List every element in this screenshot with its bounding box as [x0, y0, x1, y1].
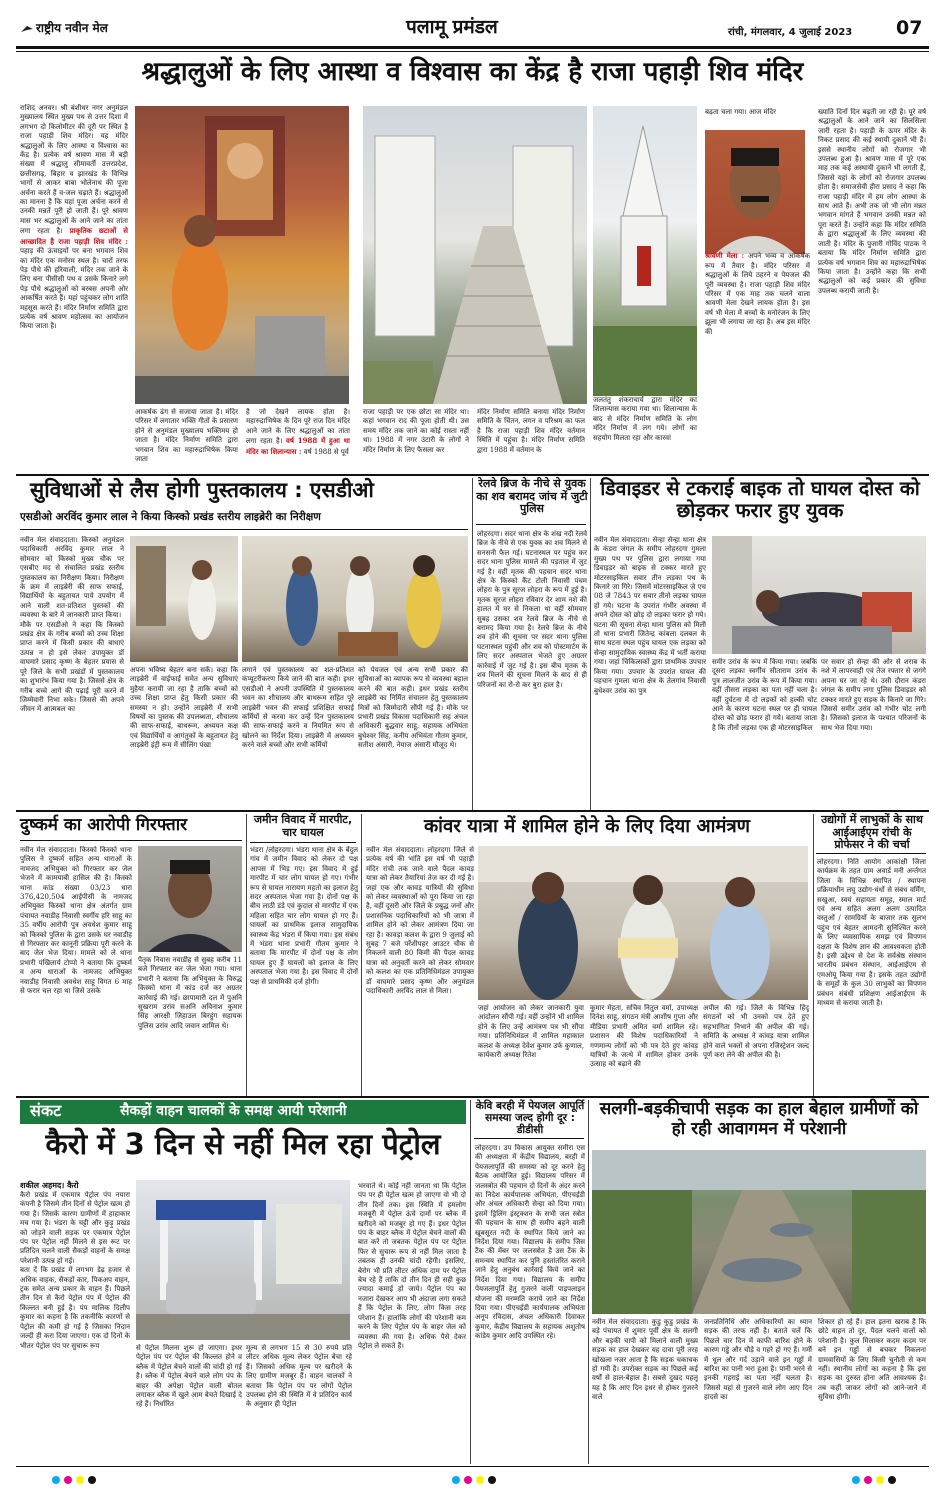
land-left-rule — [246, 814, 247, 1096]
library-col1 — [20, 536, 124, 808]
lead-col1 — [20, 104, 128, 472]
lead-col4: राजा पहाड़ी पर एक छोटा सा मंदिर था। कहां भगवान राद की पूजा होती थी। उस समय मंदिर तक जाने का कोई रास्ता नहीं था। 1988 में नगर उंटारी के लोगों ने मंदिर निर्माण के लिए फैसला कर — [363, 408, 469, 454]
water-left-rule — [470, 1100, 471, 1464]
page-number: 07 — [896, 17, 923, 39]
iim-body: लोहरदगा। निति आयोग आकांक्षी जिला कार्यक्रम के तहत ग्राम अवार्ड मनी अर्न्तगत जिला के विभिन्न स्थापित / स्थापना प्रक्रियाधीन लघु उद्योग-धंधों से संबंध वर्मिंग, सखुआ, स्वयं सहायता समूह, स्माल मार्ट एवं अन्य सहित अलग अलग उत्पादित वस्तुओं / सामग्रियों के बाजार तक सुलभ पहुंच एवं बेहतर आमदनी सुनिश्चित करने के लिए व्यवसायिक समझ एवं विपणन दक्षता के विशेष ज्ञान की आवश्यकता होती है। इसी उद्देश्य से देश के सर्वश्रेष्ठ संस्थान भारतीय प्रबंधन संस्थान, आईआईएम से एमओयू किया गया है। इसके तहत उद्योगों के समूहों के कुल 30 लाभुकों का विपणन प्रबंधन संबंधी प्रशिक्षण आईआईएम के माध्यम से कराया जाती है। — [817, 858, 926, 1008]
petrol-col2: से पेट्रोल मिलना शुरू हो जाएगा। इधर पेट्रोल पंप पर पेट्रोल की किल्लत होने व ब्लैक में पेट्रोल बेचने वालों की चांदी हो गई है। ब्लैक में पेट्रोल बेचने वाले लोग पंप के बाहर की अपेक्षा पेट्रोल वाली बोतल लगाकर ब्लैक में खुले आम बेचते दिखाई दे रहे हैं। निर्धारित — [136, 1344, 242, 1409]
rail-body: लोहरदगा। सदर थाना क्षेत्र के शंख नदी रेलवे ब्रिज के नीचे से एक युवक का शव मिलने से सनसनी फैल गई। घटनास्थल पर पहुंच कर सदर थाना पुलिस मामले की पड़ताल में जुट गई है। वहीं मृतक की पहचान सदर थाना क्षेत्र के किस्को कैंट टोली निवासी पंचम लोहरा के पुत्र सूरज लोहरा के रूप में हुई है। मृतक सूरज लोहरा रविवार देर शाम नशे की हालत में घर से निकला था वहीं सोमवार सुबह उसका शव रेलवे ब्रिज के नीचे से बरामद किया गया है। रेलवे ब्रिज के नीचे शव होने की सूचना पर सदर थाना पुलिस घटनास्थल पहुंची और शव को पोस्टमार्टम के लिए सदर अस्पताल भेजते हुए अग्रतर कार्रवाई में जुट गई है। इस बीच मृतक के शव मिलने की सूचना मिलने के बाद से ही परिजनों का रो-रो कर बुरा हाल है। — [477, 530, 587, 689]
road-left-rule — [588, 1100, 589, 1464]
bike-col1: नवीन मेल संवाददाता। सेन्हा सेन्हा थाना क्षेत्र के कंडरा जंगल के समीप लोहरदगा गुमला मुख्य पथ पर पुलिस द्वारा लगाया गया डिवाइडर को बाइक से टक्कर मारते हुए मोटरसाइकिल सवार तीन लड़का पथ के किनारे जा गिरे। जिसमें मोटरसाइकिल जे एच 08 जे 7843 पर सवार तीनो लड़का घायल हो गये। घटना के उपरांत गंभीर अवस्था में अपने दोस्त को छोड़ दो लड़का फरार हो गये। घटना की सूचना सेन्हा थाना पुलिस को मिली तो थाना प्रभारी जितेन्द्र कांबला दलबल के साथ घटना स्थल पहुंच घायल एक लड़का को सेन्हा सामुदायिक स्वास्थ्य केंद्र में भर्ती कराया गया। जहां चिकित्सकों द्वारा प्राथमिक उपचार किया गया। उपचार के उपरांत घायल की पहचान गुमला थाना क्षेत्र के तेलगांव निवासी बुधेश्वर उरांव का पुत्र — [594, 536, 706, 695]
lead-headline: श्रद्धालुओं के लिए आस्था व विश्वास का केंद्र है राजा पहाड़ी शिव मंदिर — [141, 57, 804, 87]
masthead-rule-thin — [16, 51, 929, 52]
kanwar-col3: कुमार मेहता, सचिव नितुल वर्मा, उपाध्यक्ष दिनेश साहू, संगठन मंत्री आशीष गुप्ता और मीडिया प्रभारी अमित वर्मा शामिल रहे। प्रशासन की विशेष पदाधिकारियों ने गणमान्य लोगों को भी पत्र देते हुए कांवड़ यात्रियों के जत्थे में शामिल होकर उनके उत्साह को बढ़ाने की — [590, 1004, 698, 1069]
iim-left-rule — [813, 814, 814, 1096]
petrol-headline: कैरो में 3 दिन से नहीं मिल रहा पेट्रोल — [45, 1127, 441, 1161]
petrol-col3: मूल्य से लगभग 15 से 30 रुपये प्रति लीटर अधिक मूल्य लेकर पेट्रोल बेचा रहे हैं। जिसको अधिक मूल्य पर खरीदने के लिए ग्रामीण मजबूर हैं। वाहन चालकों ने बताया कि पेट्रोल पंप पर लोगों पेट्रोल उपलब्ध होने की स्थिति में वे प्रतिदिन कार्य के अनुसार ही पेट्रोल — [246, 1344, 352, 1409]
water-body: लोहरदगा। उप विकास आयुक्त समीरा एस की अध्यक्षता में केंद्रीय विद्यालय, बरही में पेयजलापूर्ति की समस्या को दूर करने हेतु बैठक आयोजित हुई। विद्यालय परिसर में जलस्त्रोत की पहचान दो दिनों के अंदर करने का निदेश कार्यपालक अभियंता, पीएचईडी और अंचल अधिकारी सेन्हा को दिया गया। इसमें ड्रिलिंग इंस्ट्रक्शन के सभी जल स्त्रोत की पहचान के साथ ही समीप बहने वाली खूबसूरत नदी के स्थापित किये जाने का निर्देश दिया गया। विद्यालय के समीप जिस टैंक की मेंबर पर जलस्त्रोत है उस टैंक के समन्वय स्थापित कर पुनि हस्तांतरित कराने जाने हेतु अनुबंध कार्रवाई किये जाने का निर्देश दिया गया। विद्यालय के समीप पेयजलापूर्ति हेतु गुजरने वाली पाइपलाइन योजना की मरम्मति कराये जाने का निर्देश दिया गया। पीएचईडी कार्यपालक अभियंता अनूप रविदास, अंचल अधिकारी दिवाकर कुमार, केंद्रीय विद्यालय के सहायक अशुतोष कांडेय कुमार आदि उपस्थित रहे। — [475, 1144, 585, 1341]
lead-col7-text: अपने भव्य व आकर्षक रूप में तैयार है। मंदिर परिसर में श्रद्धालुओं के लिये ठहरने व पेयजल की पूरी व्यवस्था है। राजा पहाड़ी शिव मंदिर परिसर में एक माह तक चलने वाला श्रावणी मेला देखने लायक होता है। इस वर्ष भी मेला में बच्चों के मनोरंजन के लिए झूला भी लगाया जा रहा है। अब इस मंदिर की — [705, 252, 810, 336]
rape-photo-accused — [138, 846, 242, 952]
library-col1-text: नवीन मेल संवाददाता। किस्को अनुमंडल पदाधिकारी अरविंद कुमार लाल ने सोमवार को किस्को मुख्य चौक पर एसबीए मद से संचालित प्रखंड स्तरीय पुस्तकालय का निरीक्षण किया। निरीक्षण के क्रम में लाइब्रेरी की साफ सफाई, विद्यार्थियों के बहुतायत पाये उपयोग में आने वाली शत-प्रतिशत पुस्तकों की व्यवस्था के बारे में जानकारी प्राप्त किया। — [20, 536, 124, 620]
lead-photo-temple-steps — [363, 106, 587, 404]
lead-col1b-text: पहाड़ की ऊंचाइयों पर बना भगवान शिव का मंदिर एक मनोरम स्थल है। चारों तरफ पेड़ पौधे की हरियाली, मंदिर तक जाने के लिए बना पीसीसी पथ व उसके किनारे लगे पेड़ पौधे श्रद्धालुओं को बरबस अपनी ओर आकर्षित करते हैं। यहां पहुंचकर लोग शांति महसूस करते हैं। मंदिर निर्माण समिति द्वारा प्रत्येक वर्ष श्रावण महोत्सव का आयोजन किया जाता है। — [20, 247, 128, 331]
road-col1: नवीन मेल संवाददाता। कुडु कुडु प्रखंड के बड़े पंचायत में शुमार पूर्वी क्षेत्र के सलगी और बड़की चापी को मिलाने वाली मुख्य सड़क का हाल देखकर यह दावा पूरी तरह खोखला नजर आता है कि सड़क चकाचक हो गयी है। उपरोक्त सड़क का पिछले कई वर्षों से हाल-बेहाल है। सबसे दुखद पहलू यह है कि आए दिन इधर से होकर गुजरने वाले — [592, 1318, 698, 1402]
library-photo-1 — [130, 536, 238, 662]
registration-marks — [16, 1470, 929, 1480]
bike-photo — [712, 536, 926, 654]
petrol-col1b-text: बता दें कि प्रखंड में लगभग डेढ़ हजार से अधिक वाहक, सैकड़ों कार, पिकअप वाहन, ट्रक समेत अन्य प्रकार के वाहन हैं। पिछले तीन दिन से कैरो पेट्रोल पंप में पेट्रोल की किल्लत बनी हुई है। पंप मालिक दिलीप कुमार का कहना है कि तकनीकि कारणों से पेट्रोल की कमी हो गई है जिसका निदान जल्दी ही करा दिया जाएगा। एक दो दिनों के भीतर पेट्रोल पंप पर सुचारू रूप — [20, 1266, 130, 1350]
iim-headline: उद्योगों में लाभुकों के साथ आईआईएम रांची के प्रोफेसर ने की चर्चा — [821, 813, 923, 852]
lead-col1-text: राशिद अनवर। श्री बंशीधर नगर अनुमंडल मुख्यालय स्थित मुख्य पथ से उत्तर दिशा में लगभग दो किलोमीटर की दूरी पर स्थित है राजा पहाड़ी शिव मंदिर। यह मंदिर श्रद्धालुओं के लिए आस्था व विश्वास का केंद्र है। प्रत्येक वर्ष श्रावण मास में बड़ी संख्या में श्रद्धालु सीमावर्ती उत्तरप्रदेश, छत्तीसगढ़, बिहार व झारखंड के विभिन्न भागों से आकर बाबा भोलेनाथ की पूजा अर्चना करते हैं व-जल चढ़ाते हैं। श्रद्धालुओं का मानना है कि यहां पूजा अर्चना करने से उनकी मन्नतें पूरी हो जाती हैं। पूरे श्रावण मास भर श्रद्धालुओं के आने जाने का तांता लगा रहता है। — [20, 104, 128, 236]
lead-col3b-text: वर्ष 1988 से पूर्व — [303, 447, 349, 456]
bike-headline: डिवाइडर से टकराई बाइक तो घायल दोस्त को छोड़कर फरार हुए युवक — [600, 477, 920, 523]
footer-rule — [16, 1466, 929, 1467]
road-headline: सलगी-बड़कीचापी सड़क का हाल बेहाल ग्रामीणों को हो रही आवागमन में परेशानी — [599, 1099, 919, 1139]
water-headline: केवि बरही में पेयजल आपूर्ति समस्या जल्द होगी दूर : डीडीसी — [475, 1100, 585, 1137]
road-photo — [592, 1150, 926, 1314]
water-head-rule — [474, 1138, 584, 1139]
lead-col3-caption: वर्ष 1988 में हुआ था मंदिर का शिलान्यास : — [246, 436, 350, 456]
land-headline: जमीन विवाद में मारपीट, चार घायल — [253, 813, 353, 839]
lead-bottom-rule — [16, 474, 929, 476]
kanwar-left-rule — [361, 814, 362, 1096]
petrol-col4: भरवाते थे। कोई नहीं जानता था कि पेट्रोल पंप पर ही पेट्रोल खत्म हो जाएगा वो भी दो तीन दिनों तक। इस स्थिति में हमलोग मजबूरी में पेट्रोल ऊंचे दामों पर ब्लैक में खरीदने को मजबूर हो गए हैं। इधर पेट्रोल पंप के बाहर ब्लैक में पेट्रोल बेचने वालों की बात करें तो जबतक पेट्रोल पंप पर पेट्रोल फिर से सुचारू रूप से नहीं मिल जाता है तबतक ही उनकी चांदी रहेगी। इसलिए, बेरोग भी प्रति लीटर अधिक दाम पर पेट्रोल बेच रहे हैं ताकि दो तीन दिन ही सही कुछ ज्यादा कमाई हो जाये। पेट्रोल पंप का नजारा देखकर आप भी अंदाजा लगा सकते हैं कि पेट्रोल के लिए, लोग किस तरह परेशान हैं। हालांकि लोगों की परेशानी कम करने के लिए पेट्रोल पंप के बाहर जेल को व्यवस्था की गया है। अधिक पैसे देकर पेट्रोल ले सकते हैं। — [358, 1182, 466, 1350]
library-col4: को पेयजल एवं अन्य सभी प्रकार की सुविधाओं का व्यापक रूप से व्यवस्था बहाल करने की बात कही। इधर प्रखंड स्तरीय लाइब्रेरी का निर्मित संचालन हेतु पुस्तकालय मित्रों को जिम्मेदारी सौंपी गई है। मौके पर प्रभारी प्रखंड विकास पदाधिकारी सह अंचल अधिकारी बुद्धवार साहू, सहायक अभियंता बुधेश्वर सिंह, कनीय अभियंता गौतम कुमार, सतीश अंसारी, नेयाज अंसारी मौजूद थे। — [358, 666, 468, 750]
kanwar-col2: जहां आयोजन को लेकर जानकारी युवा आंदोलन सौंपी गई। वहीं उन्होंने भी शामिल होने के लिए उन्हें आमंत्रण पत्र भी सौंपा गया। प्रतिनिधिमंडल में शामिल महाकाल कलश के अध्यक्ष देवेश कुमार उर्फ कुणाल, कार्यकारी अध्यक्ष रितेश — [478, 1004, 584, 1060]
land-body: भंडरा /लोहरदगा। भंडरा थाना क्षेत्र के बेंदुल गांव में जमीन विवाद को लेकर दो पक्ष आपस में भिड़ गए। इस विवाद में हुई मारपीट में चार लोग घायल हो गए। गंभीर रूप से घायल नारायण महतो का इलाज हेतु सदर अस्पताल भेजा गया है। दोनों पक्ष के बीच लाठी डंडे एवं कुदाल से मारपीट में एक महिला सहित चार लोग घायल हो गए हैं। घायलों का प्राथमिक इलाज सामुदायिक स्वास्थ्य केंद्र भंडरा में किया गया। इस संबंध में भंडरा थाना प्रभारी गौतम कुमार ने बताया कि मारपीट में दोनों पक्ष के लोग घायल हुए हैं घायलों को इलाज के लिए अस्पताल भेजा गया है। इस विवाद में दोनों पक्ष से प्राथमिकी दर्ज होगी। — [250, 846, 358, 986]
road-col2: जनप्रतिनिधि और अधिकारियों का ध्यान सड़क की तरफ नहीं है। बताते चलें कि पिछले चार दिन में काफी बारिश होने के कारण गड्ढे और चौड़े व गहरे हो गए हैं। गर्मी में धूल और गर्द उड़ाने वाले इन गड्ढों में बारिश का पानी भरा हुआ है। पानी भरने से इनकी गहराई का पता नहीं चलता है। जिससे यहां से गुजरने वाले लोग आए दिन हादसे का — [704, 1318, 812, 1402]
library-col3: लगाने एवं पुस्तकालय का शत-प्रतिशत कंप्यूटरीकरण किये जाने की बात कही। इधर एसडीओ ने अपनी उपस्थिति में पुस्तकालय भवन का शौचालय और बाथरूम सहित पूरे लाइब्रेरी भवन की सफाई प्रशिक्षित सफाई कर्मियों से करवा कर उन्हें दिन पुस्तकालय की साफ-सफाई करने व नियमित रूप से खोलने का निर्देश दिया। लाइब्रेरी में अध्ययन करने वाले बच्चों और सभी कर्मियों — [242, 666, 354, 750]
library-subhead: एसडीओ अरविंद कुमार लाल ने किया किस्को प्रखंड स्तरीय लाइब्रेरी का निरीक्षण — [20, 511, 321, 523]
rape-headline: दुष्कर्म का आरोपी गिरफ्तार — [20, 815, 188, 835]
masthead — [16, 16, 929, 46]
petrol-kicker: सैकड़ों वाहन चालकों के समक्ष आयी परेशानी — [120, 1103, 347, 1119]
masthead-rule — [16, 46, 929, 49]
rail-head-rule — [476, 524, 586, 525]
library-headline: सुविधाओं से लैस होगी पुस्तकालय : एसडीओ — [30, 478, 374, 502]
library-col1b-text: मौके पर एसडीओ ने कहा कि किस्को प्रखंड क्षेत्र के गरीब बच्चों को उच्च शिक्षा प्राप्त करने में किसी प्रकार की बाधाएं उत्पन्न न हो इसे लेकर उपायुक्त डॉ वाघमारे प्रसाद कृष्ण के बेहतर प्रयास से पूरे जिले के सभी प्रखंडों में पुस्तकालय का शुभारंभ किया गया है। जिससे क्षेत्र के गरीब बच्चे आगे की पढ़ाई पूरी करने में जिम्मेवारी निभा सके। जिससे की अपने जीवन में आत्मबल का — [20, 620, 124, 714]
library-photo-2 — [242, 536, 468, 662]
petrol-photo — [136, 1180, 350, 1340]
rape-head-rule — [20, 840, 242, 841]
lead-col5: मंदिर निर्माण समिति बनाया मंदिर निर्माण समिति के चिंतन, लगन व परिश्रम का फल है कि राजा पहाड़ी शिव मंदिर वर्तमान स्थिति में पहुंचा है। मंदिर निर्माण समिति द्वारा 1988 में वर्तमान के — [477, 408, 585, 454]
road-col3: शिकार हो रहे हैं। हाल इतना खराब है कि छोटे वाहन तो दूर, पैदल चलने वालों को परेशानी है। कुल मिलाकर कदम कदम पर बने इन गड्ढों से बचकर निकलना ग्रामवासियों के लिए किसी चुनौती से कम नहीं। स्थानीय लोगों का कहना है कि इस सड़क का दुरुस्त होना अति आवश्यक है। तब कहीं जाकर लोगों को आने-जाने में सुविधा होगी। — [818, 1318, 926, 1402]
petrol-tag: संकट — [30, 1101, 62, 1120]
petrol-col1-text: कैरो प्रखंड में एकमात्र पेट्रोल पंप नयारा कंपनी है जिसमे तीन दिनों से पेट्रोल खत्म हो गया है। जिसके कारण ग्रामीणों में हाहाकार मच गया है। भंडरा के चट्टी और कुड़ु प्रखंड को जोड़ने वाली सड़क पर एकमात्र पेट्रोल पंप पर पेट्रोल नहीं मिलने से इस रूट पर प्रतिदिन चलने वाली सैकड़ों वाहनों के समक्ष परेशानी उत्पन्न हो गई। — [20, 1191, 130, 1265]
lead-col8: ख्याति दिनों दिन बढ़ती जा रही है। पूरे वर्ष श्रद्धालुओं के आने जाने का सिलसिला जारी रहता है। पहाड़ी के ऊपर मंदिर के निकट प्रसाद की कई स्थायी दुकानें भी हैं। इससे स्थानीय लोगों को रोजगार भी उपलब्ध हुआ है। श्रावण मास में पूरे एक माह तक कई अस्थायी दुकानें भी लगती हैं, जिससे यहां के लोगों को रोजगार उपलब्ध होता है। समाजसेवी हीरा प्रसाद ने कहा कि राजा पहाड़ी मंदिर में हम लोग आस्था के साथ आते हैं। अभी तक जो भी लोग मन्नत भगवान मांगते हैं भगवान उनकी मन्नत को पूरा करते हैं। उन्होंने कहा कि मंदिर समिति के द्वारा श्रद्धालुओं के लिए व्यवस्था की जाती है। मंदिर के पुजारी गोविंद पाठक ने बताया कि मंदिर निर्माण समिति द्वारा प्रत्येक वर्ष भगवान शिव का महारुद्राभिषेक किया जाता है। उन्होंने कहा कि सभी श्रद्धालुओं को कई प्रकार की सुविधा उपलब्ध करायी जाती है। — [818, 108, 926, 295]
lead-col3 — [246, 408, 350, 470]
library-subhead-rule — [20, 529, 468, 530]
kanwar-col4: अपील की गई। जिले के विभिन्न हिंदू संगठनों को भी उनको पत्र देते हुए सहभागिता निभाने की अपील की गई। समिति के अध्यक्ष ने कांवड़ यात्रा शामिल होने वाले भक्तों से अपना रजिस्ट्रेशन जल्द पूर्ण करा लेने की अपील की है। — [703, 1004, 809, 1060]
bike-col3: पर सवार हो सेन्हा की ओर से शराब के नशे में लापरवाही एवं तेज रफ्तार से जगंगे अपना घर जा रहे थे। उसी दौरान कंडरा जंगल के समीप लगा पुलिस डिवाइडर को टक्कर मारते हुए सड़क के किनारे जा गिरे। जिससे समीर उरांव को गंभीर चोट लगी है। जिसको इलाज के पश्चात परिजनों के साथ भेज दिया गया। — [821, 658, 926, 732]
rail-left-rule — [472, 478, 473, 810]
rape-body: नवीन मेल संवाददाता। किस्को किस्को थाना पुलिस ने दुष्कर्म सहित अन्य धाराओं के नामजद अभियुक्त को गिरफ्तार कर जेल भेजने में कामयाबी हासिल की है। किस्को थाना कांड संख्या 03/23 धारा 376,420,504 आईपीसी के नामजद अभियुक्त किस्को थाना क्षेत्र अंतर्गत ग्राम पंचायत नवाडीह निवासी स्वर्गीय हरि साहू का 35 वर्षीय आरोपी पुत्र अवधेश कुमार साहू को किस्को पुलिस के द्वारा उसके घर नवाडीह से गिरफ्तार कर कानूनी प्रक्रिया पूरी करने के बाद जेल भेज दिया। मामले को ले थाना प्रभारी पंखिलार्य टोप्पो ने बताया कि दुष्कर्म व अन्य धाराओं के नामजद अभियुक्त नवाडीह निवासी अवधेश साहू विगत 6 माह से फरार चल रहा था जिसे उसके — [20, 846, 132, 996]
dateline: रांची, मंगलवार, 4 जुलाई 2023 — [728, 27, 853, 38]
petrol-byline: शकील अहमद। कैरो — [20, 1181, 79, 1190]
lead-col2: आकर्षक ढंग से सजाया जाता है। मंदिर परिसर में लगातार भक्ति गीतों के प्रसारण होने से अनुमंडल मुख्यालय भक्तिमय हो जाता है। मंदिर निर्माण समिति द्वारा भगवान शिव का महारुद्राभिषेक किया जाता — [135, 408, 238, 464]
lead-photo-priest — [135, 106, 349, 404]
kanwar-body: नवीन मेल संवाददाता। लोहरदगा जिले से प्रत्येक वर्ष की भांति इस वर्ष भी पहाड़ी मंदिर रांची तक जाने वाले पैदल कावड़ यात्रा को लेकर तैयारियां तेज कर दी गई है। जहां एक और कावड़ यात्रियों की सुविधा को लेकर व्यवस्थाओं को पूरा किया जा रहा है, वहीं दूसरी ओर जिले के प्रबुद्ध जनों और प्रशासनिक पदाधिकारियों को भी जात्रा में शामिल होने को लेकर आमंत्रण दिया जा रहा है। कावड़ा कलश के द्वारा 9 जुलाई को सुबह 7 बजे पर्रेशीपहर आउटर चौक से निकलने वाली 80 किमी की पैदल कावड़ यात्रा को अनुवर्ती करने को लेकर सोमवार को कलश का एक प्रतिनिधिमंडल उपायुक्त डॉ वाघमारे प्रसाद कृष्ण और अनुमंडल पदाधिकारी अरविंद लाल से मिला। — [366, 846, 474, 996]
lead-col7a-text: बढ़ता चला गया। आज मंदिर — [705, 108, 777, 116]
section-name: पलामू प्रमंडल — [406, 16, 498, 38]
petrol-col1 — [20, 1191, 130, 1461]
paper-logo-icon — [20, 22, 34, 36]
iim-head-rule — [816, 853, 926, 854]
library-col2: अपना भविष्य बेहतर बना सकें। कहा कि लाइब्रेरी में वाईफाई समेत अन्य सुविधाएं मुहैया करायी जा रहा है ताकि बच्चों को उच्च शिक्षा प्राप्त हेतु किसी प्रकार की समस्या न हो। उन्होंने लाइब्रेरी में सभी विषयों का पुस्तक की उपलब्धता, शौचालय की साफ-सफाई, बाथरूम, अध्ययन कक्ष एवं विद्यार्थियों व आगंतुकों के बहुतायत हेतु लाइब्रेरी इंट्री रूम में सीलिंग पंखा — [130, 666, 238, 750]
lead-col6: जलतंतु शंकराचार्य द्वारा मंदिर का शिलान्यास कराया गया था। शिलान्यास के बाद से मंदिर निर्माण समिति के लोग मंदिर निर्माण में लग गये। लोगों का सहयोग मिलता रहा और कारवां — [593, 396, 697, 442]
kanwar-headline: कांवर यात्रा में शामिल होने के लिए दिया आमंत्रण — [423, 816, 751, 837]
kanwar-photo — [478, 846, 808, 1000]
paper-name: राष्ट्रीय नवीन मेल — [36, 21, 108, 35]
lead-photo-temple — [593, 106, 697, 396]
rape-col2: पैतृक निवास नवाडीह से सुबह करीब 11 बजे गिरफ्तार कर जेल भेजा गया। थाना प्रभारी ने बताया कि अभियुक्त के विरुद्ध किस्को थाना में कांड दर्ज कर अग्रतर कार्रवाई की गई। छापामारी दल में पुअनि सुखराम उरांव सअनि अविनाश कुमार सिंह आरक्षी जिहाउल बिरहुंग सहायक पुलिस उरांव आदि जवान शामिल थे। — [138, 956, 242, 1030]
bike-left-rule — [590, 478, 591, 810]
bike-col2: समीर उरांव के रूप में किया गया। जबकि दूसरा लड़का स्वर्गीय सीताराम उरांव के पुत्र लालजीत उरांव के रूप में किया गया। वहीं तीसरा लड़का का पता नहीं चला है। वहीं दुर्घटना में दो लड़कों को हल्की चोट आने के कारण घटना स्थल पर ही घायल दोस्त को छोड़ फरार हो गये। बताया जाता है कि तीनों लड़का एक ही मोटरसाइकिल — [712, 658, 817, 732]
lead-col7-caption: श्रावणी मेला : — [705, 251, 745, 261]
mid-rule-1 — [16, 810, 929, 812]
rail-headline: रेलवे ब्रिज के नीचे से युवक का शव बरामद जांच में जुटी पुलिस — [476, 477, 588, 516]
lead-col7 — [705, 108, 810, 472]
lead-col3-text: है जो देखने लायक होता है। महारुद्राभिषेक के दिन पूरे राज दिन मंदिर आने जाने के लिए श्रद्धालुओं का तांता लगा रहता है। — [246, 408, 350, 446]
land-head-rule — [250, 842, 356, 843]
lead-col1-caption: प्राकृतिक छटाओं से आच्छादित है राजा पहाड़ी शिव मंदिर : — [20, 226, 128, 246]
mid-rule-2 — [16, 1096, 929, 1098]
